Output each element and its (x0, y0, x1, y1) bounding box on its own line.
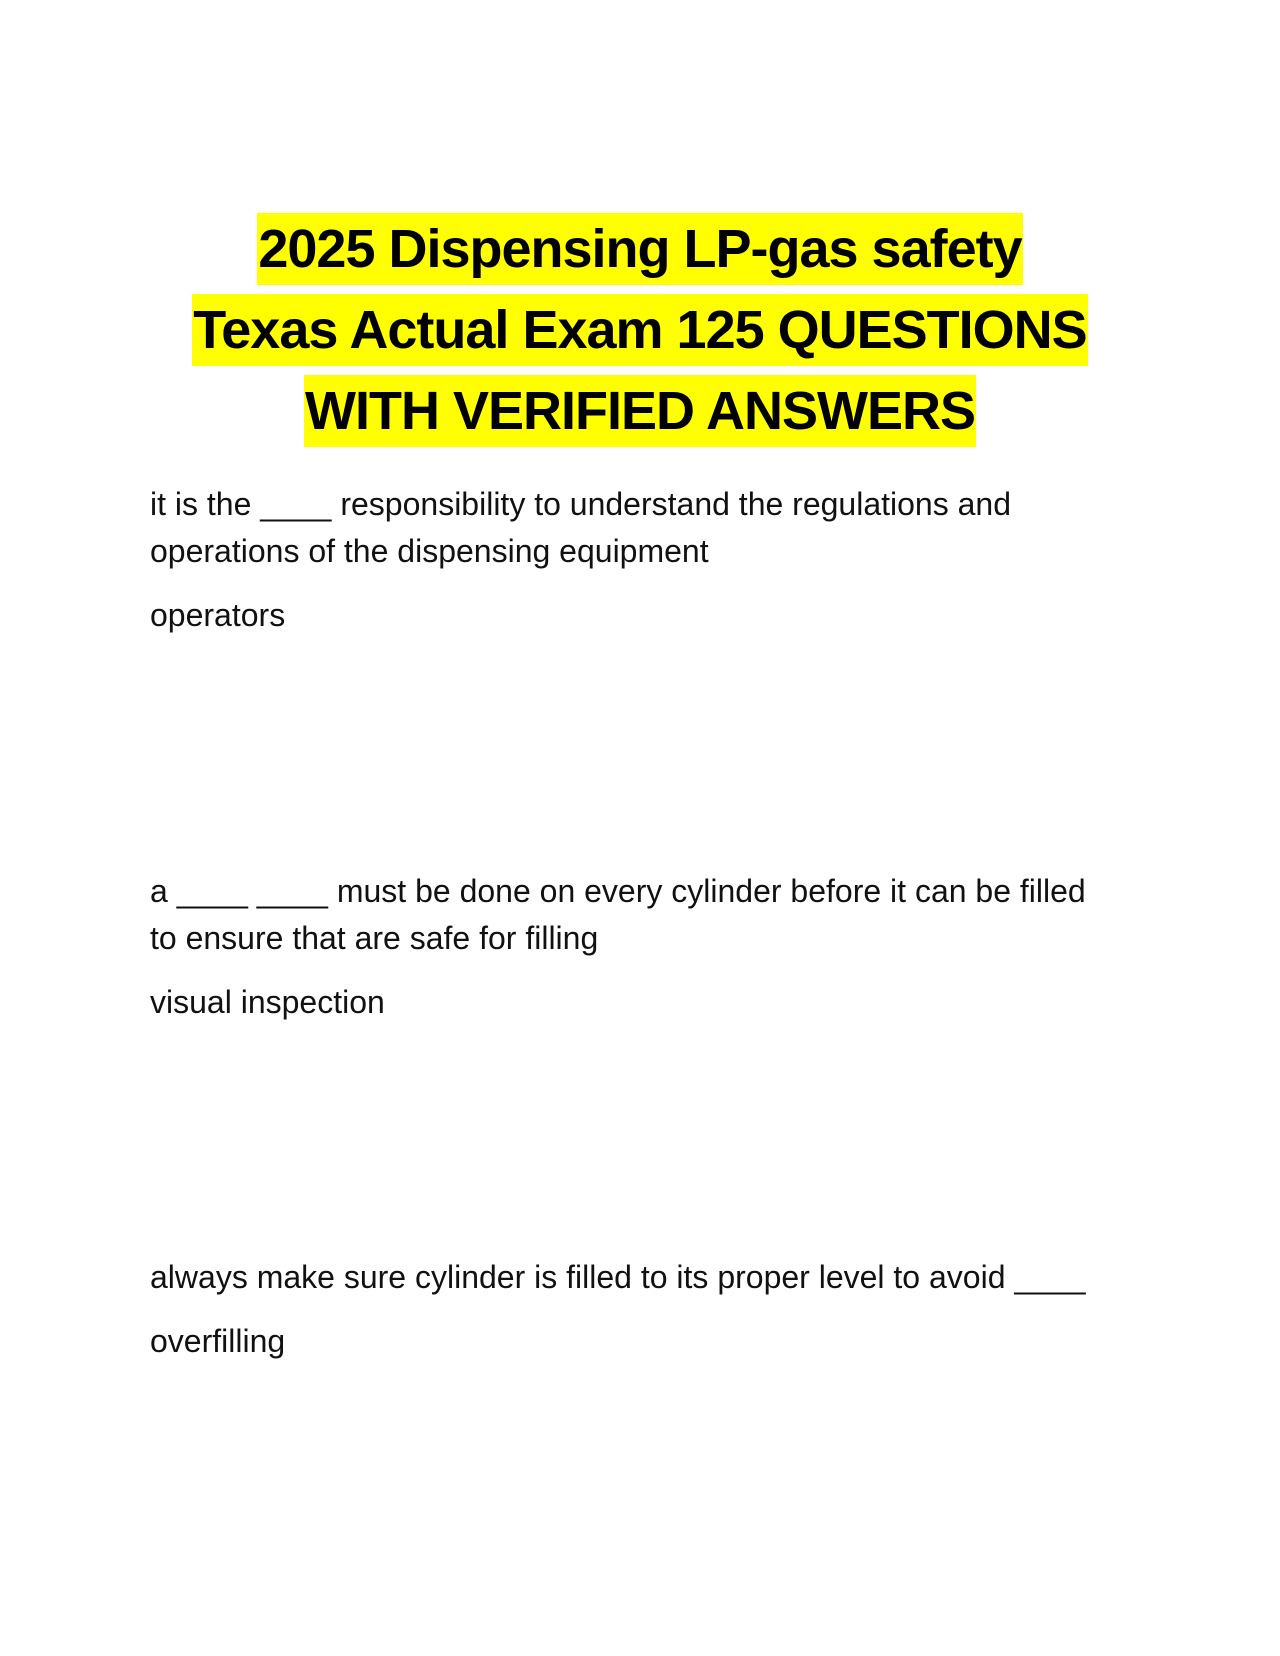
qa-item (150, 868, 1110, 1026)
question-text: a ____ ____ must be done on every cylinder before it can be filled to ensure that are safe for filling (150, 873, 1086, 956)
title-line-3 (0, 375, 1280, 456)
document-title (0, 213, 1280, 456)
qa-item (150, 481, 1110, 639)
question-text: always make sure cylinder is filled to its proper level to avoid ____ (150, 1259, 1086, 1295)
title-highlight-1: 2025 Dispensing LP-gas safety (257, 213, 1022, 285)
title-highlight-3: WITH VERIFIED ANSWERS (304, 375, 976, 447)
answer-text: overfilling (150, 1323, 286, 1359)
title-line-2 (0, 294, 1280, 375)
title-highlight-2: Texas Actual Exam 125 QUESTIONS (192, 294, 1087, 366)
qa-item (150, 1254, 1110, 1365)
answer-text: operators (150, 597, 286, 633)
answer-text: visual inspection (150, 984, 385, 1020)
question-text: it is the ____ responsibility to understand the regulations and operations of the dispensing equipment (150, 486, 1011, 569)
title-line-1 (0, 213, 1280, 294)
